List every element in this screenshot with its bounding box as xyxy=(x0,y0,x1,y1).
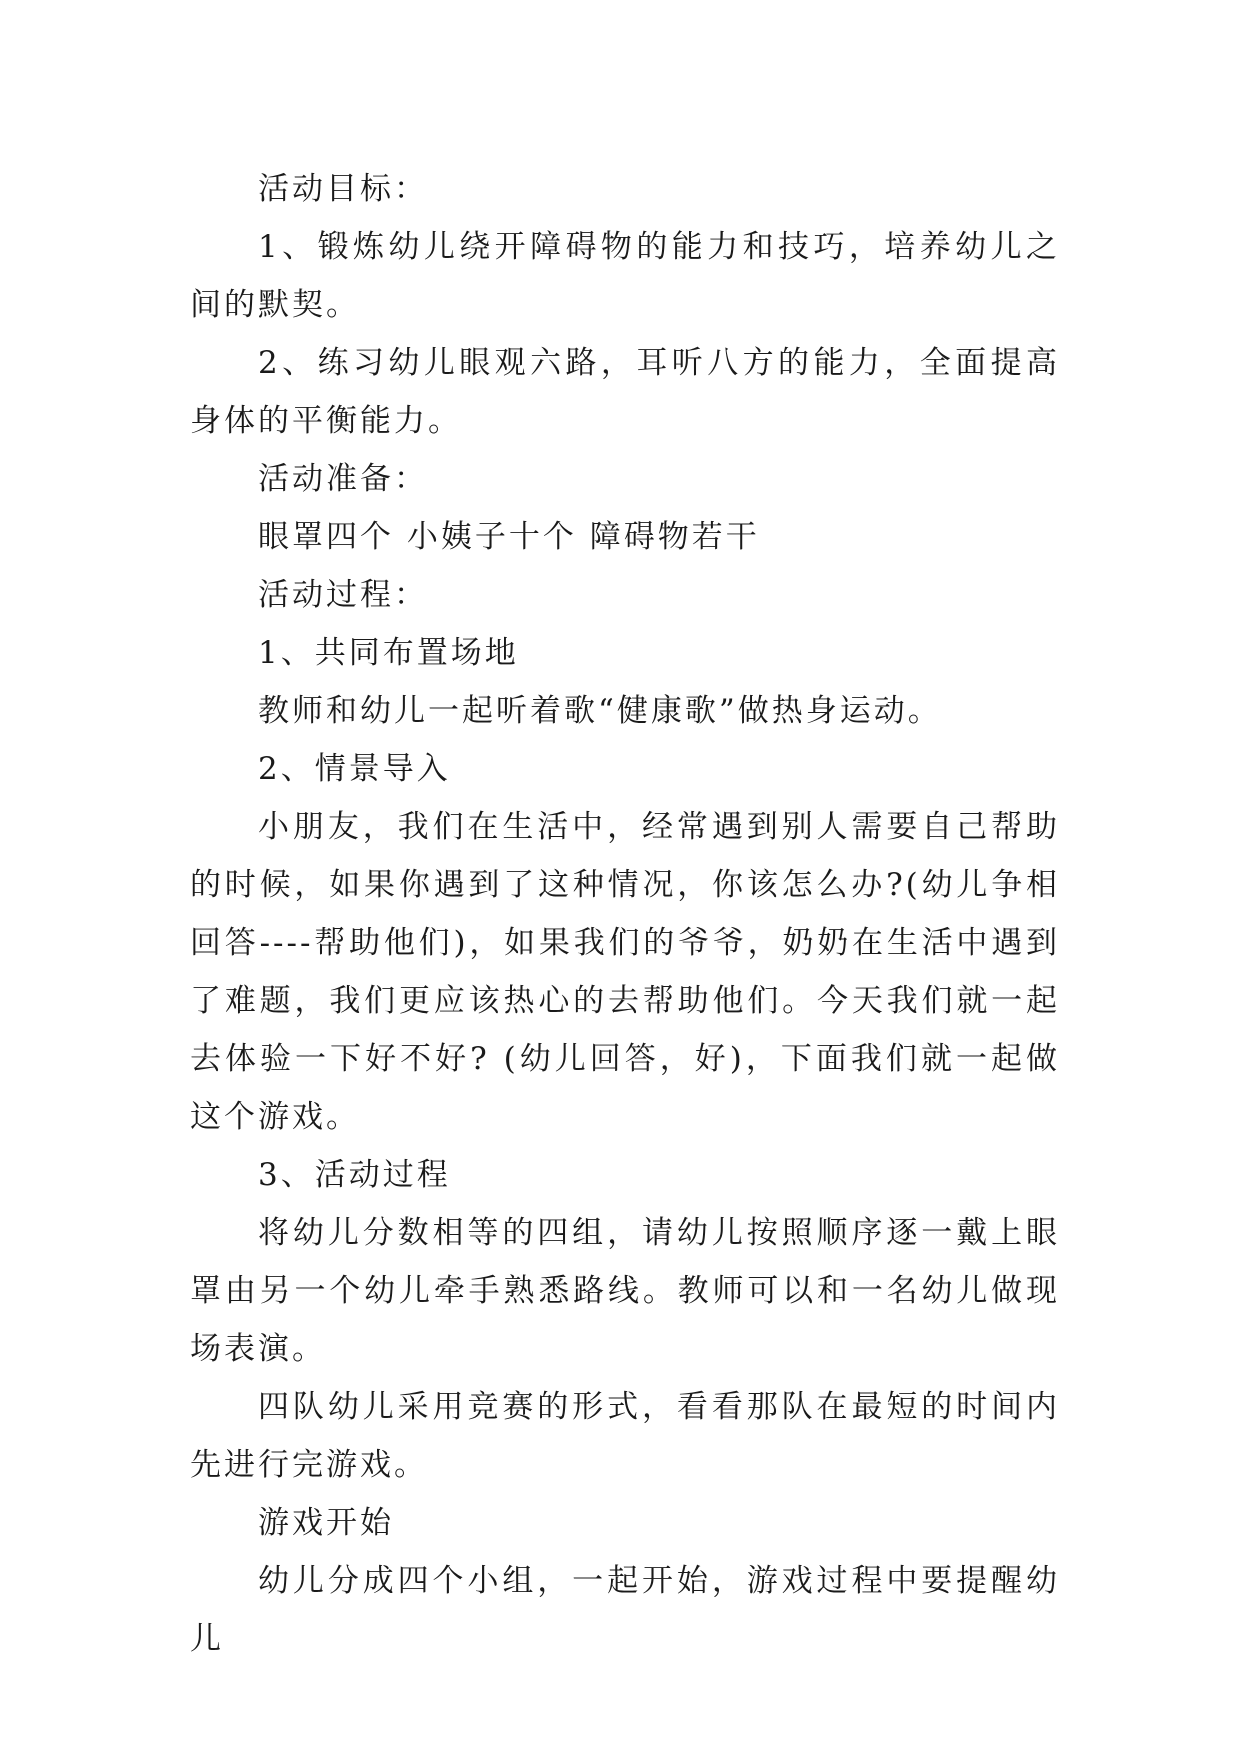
process-step-3-text: 将幼儿分数相等的四组，请幼儿按照顺序逐一戴上眼罩由另一个幼儿牵手熟悉路线。教师可以和一名幼儿做现场表演。 xyxy=(190,1215,1060,1367)
process-step-3: 3、活动过程 xyxy=(258,1157,451,1193)
document-body xyxy=(190,160,1060,1668)
heading-game-start: 游戏开始 xyxy=(258,1505,394,1541)
process-step-2: 2、情景导入 xyxy=(258,751,451,787)
goal-item-2: 2、练习幼儿眼观六路，耳听八方的能力，全面提高身体的平衡能力。 xyxy=(190,345,1060,439)
competition-text: 四队幼儿采用竞赛的形式，看看那队在最短的时间内先进行完游戏。 xyxy=(190,1389,1060,1483)
preparation-materials: 眼罩四个 小姨子十个 障碍物若干 xyxy=(258,519,760,555)
goal-item-1: 1、锻炼幼儿绕开障碍物的能力和技巧，培养幼儿之间的默契。 xyxy=(190,229,1060,323)
process-step-1: 1、共同布置场地 xyxy=(258,635,519,671)
heading-activity-preparation: 活动准备： xyxy=(258,461,428,497)
heading-activity-process: 活动过程： xyxy=(258,577,428,613)
process-step-1-text: 教师和幼儿一起听着歌“健康歌”做热身运动。 xyxy=(258,693,942,729)
game-start-text: 幼儿分成四个小组，一起开始，游戏过程中要提醒幼儿 xyxy=(190,1563,1060,1657)
heading-activity-goals: 活动目标： xyxy=(258,171,428,207)
process-step-2-text: 小朋友，我们在生活中，经常遇到别人需要自己帮助的时候，如果你遇到了这种情况，你该怎么办?(幼儿争相回答----帮助他们)，如果我们的爷爷，奶奶在生活中遇到了难题，我们更应该热心的去帮助他们。今天我们就一起去体验一下好不好? (幼儿回答，好)，下面我们就一起做这个游戏。 xyxy=(190,809,1060,1135)
